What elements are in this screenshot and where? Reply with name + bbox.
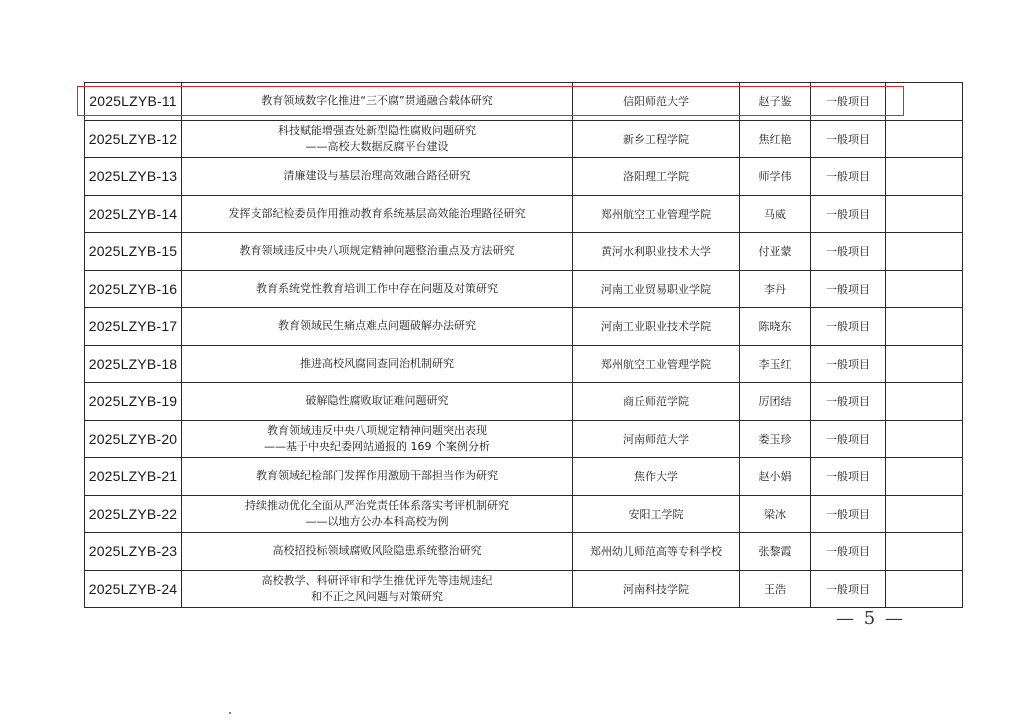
principal-investigator: 赵子鉴 <box>740 83 811 121</box>
project-title <box>182 420 573 458</box>
institution: 焦作大学 <box>573 458 740 496</box>
project-type: 一般项目 <box>811 345 886 383</box>
project-title <box>182 458 573 496</box>
project-code: 2025LZYB-24 <box>85 570 182 608</box>
project-code: 2025LZYB-19 <box>85 383 182 421</box>
project-title-line: 高校招投标领域腐败风险隐患系统整治研究 <box>272 544 482 558</box>
project-code: 2025LZYB-15 <box>85 233 182 271</box>
remarks-cell <box>886 308 963 346</box>
principal-investigator: 张黎霞 <box>740 533 811 571</box>
table-row <box>85 570 963 608</box>
remarks-cell <box>886 158 963 196</box>
principal-investigator: 师学伟 <box>740 158 811 196</box>
project-title <box>182 308 573 346</box>
project-code: 2025LZYB-12 <box>85 120 182 158</box>
institution: 商丘师范学院 <box>573 383 740 421</box>
project-title <box>182 120 573 158</box>
remarks-cell <box>886 533 963 571</box>
table-row <box>85 120 963 158</box>
project-table <box>84 82 963 608</box>
project-title-line: 破解隐性腐败取证难问题研究 <box>305 394 449 408</box>
project-code: 2025LZYB-21 <box>85 458 182 496</box>
institution: 黄河水利职业技术大学 <box>573 233 740 271</box>
table-row <box>85 83 963 121</box>
principal-investigator: 厉团结 <box>740 383 811 421</box>
table-row <box>85 420 963 458</box>
remarks-cell <box>886 495 963 533</box>
project-title <box>182 383 573 421</box>
principal-investigator: 李玉红 <box>740 345 811 383</box>
project-title-line: ——基于中央纪委网站通报的 169 个案例分析 <box>264 439 490 453</box>
remarks-cell <box>886 120 963 158</box>
table-row <box>85 195 963 233</box>
project-code: 2025LZYB-20 <box>85 420 182 458</box>
project-title <box>182 233 573 271</box>
institution: 郑州幼儿师范高等专科学校 <box>573 533 740 571</box>
project-title-line: 高校教学、科研评审和学生推优评先等违规违纪 <box>261 573 493 587</box>
principal-investigator: 陈晓东 <box>740 308 811 346</box>
scan-speck <box>229 712 231 714</box>
remarks-cell <box>886 570 963 608</box>
project-title-line: 教育领域数字化推进“三不腐”贯通融合载体研究 <box>261 94 493 108</box>
project-type: 一般项目 <box>811 308 886 346</box>
table-row <box>85 495 963 533</box>
project-type: 一般项目 <box>811 420 886 458</box>
institution: 郑州航空工业管理学院 <box>573 195 740 233</box>
remarks-cell <box>886 83 963 121</box>
remarks-cell <box>886 233 963 271</box>
institution: 河南科技学院 <box>573 570 740 608</box>
project-title-line: ——高校大数据反腐平台建设 <box>305 139 449 153</box>
remarks-cell <box>886 195 963 233</box>
project-title <box>182 533 573 571</box>
principal-investigator: 梁冰 <box>740 495 811 533</box>
project-type: 一般项目 <box>811 383 886 421</box>
principal-investigator: 马威 <box>740 195 811 233</box>
project-type: 一般项目 <box>811 120 886 158</box>
remarks-cell <box>886 383 963 421</box>
project-title-line: 持续推动优化全面从严治党责任体系落实考评机制研究 <box>245 498 509 512</box>
project-type: 一般项目 <box>811 158 886 196</box>
project-title-line: 教育领域违反中央八项规定精神问题突出表现 <box>267 423 487 437</box>
institution: 信阳师范大学 <box>573 83 740 121</box>
project-code: 2025LZYB-13 <box>85 158 182 196</box>
institution: 河南工业贸易职业学院 <box>573 270 740 308</box>
project-title-line: 科技赋能增强查处新型隐性腐败问题研究 <box>278 123 476 137</box>
project-type: 一般项目 <box>811 195 886 233</box>
table-row <box>85 233 963 271</box>
project-table-body <box>85 83 963 608</box>
table-row <box>85 270 963 308</box>
project-title <box>182 270 573 308</box>
institution: 安阳工学院 <box>573 495 740 533</box>
project-code: 2025LZYB-11 <box>85 83 182 121</box>
project-title-line: 教育领域纪检部门发挥作用激励干部担当作为研究 <box>256 469 498 483</box>
institution: 郑州航空工业管理学院 <box>573 345 740 383</box>
project-title-line: 和不正之风问题与对策研究 <box>311 589 443 603</box>
project-type: 一般项目 <box>811 495 886 533</box>
institution: 新乡工程学院 <box>573 120 740 158</box>
project-title <box>182 158 573 196</box>
table-row <box>85 345 963 383</box>
table-row <box>85 533 963 571</box>
table-row <box>85 458 963 496</box>
project-title-line: 推进高校风腐同查同治机制研究 <box>300 356 454 370</box>
project-code: 2025LZYB-14 <box>85 195 182 233</box>
principal-investigator: 焦红艳 <box>740 120 811 158</box>
table-row <box>85 383 963 421</box>
project-type: 一般项目 <box>811 458 886 496</box>
project-type: 一般项目 <box>811 570 886 608</box>
project-type: 一般项目 <box>811 233 886 271</box>
project-title-line: 清廉建设与基层治理高效融合路径研究 <box>283 169 471 183</box>
table-row <box>85 308 963 346</box>
principal-investigator: 娄玉珍 <box>740 420 811 458</box>
project-code: 2025LZYB-18 <box>85 345 182 383</box>
project-title-line: 教育领域民生痛点难点问题破解办法研究 <box>278 319 476 333</box>
remarks-cell <box>886 345 963 383</box>
project-title <box>182 345 573 383</box>
institution: 洛阳理工学院 <box>573 158 740 196</box>
institution: 河南工业职业技术学院 <box>573 308 740 346</box>
project-title-line: 教育系统党性教育培训工作中存在问题及对策研究 <box>256 281 498 295</box>
remarks-cell <box>886 458 963 496</box>
project-title <box>182 195 573 233</box>
institution: 河南师范大学 <box>573 420 740 458</box>
project-type: 一般项目 <box>811 270 886 308</box>
project-title-line: ——以地方公办本科高校为例 <box>305 514 449 528</box>
principal-investigator: 赵小娟 <box>740 458 811 496</box>
project-title <box>182 83 573 121</box>
project-type: 一般项目 <box>811 83 886 121</box>
principal-investigator: 李丹 <box>740 270 811 308</box>
project-title <box>182 495 573 533</box>
project-code: 2025LZYB-22 <box>85 495 182 533</box>
project-code: 2025LZYB-16 <box>85 270 182 308</box>
principal-investigator: 付亚蒙 <box>740 233 811 271</box>
project-title-line: 发挥支部纪检委员作用推动教育系统基层高效能治理路径研究 <box>228 206 526 220</box>
project-title-line: 教育领域违反中央八项规定精神问题整治重点及方法研究 <box>239 244 515 258</box>
project-type: 一般项目 <box>811 533 886 571</box>
remarks-cell <box>886 270 963 308</box>
table-row <box>85 158 963 196</box>
principal-investigator: 王浩 <box>740 570 811 608</box>
project-code: 2025LZYB-17 <box>85 308 182 346</box>
remarks-cell <box>886 420 963 458</box>
project-code: 2025LZYB-23 <box>85 533 182 571</box>
project-title <box>182 570 573 608</box>
page-number: — 5 — <box>836 608 905 629</box>
